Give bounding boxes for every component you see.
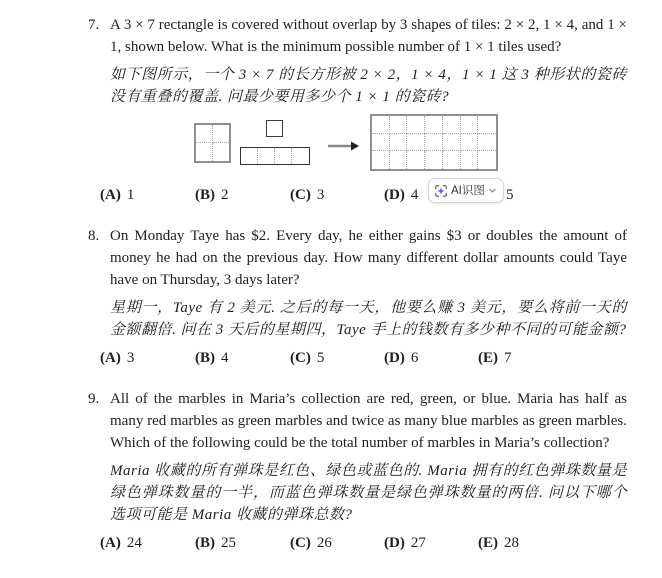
choice-label: (D) <box>384 535 405 551</box>
choice-value: 3 <box>126 350 135 366</box>
choice-value: 24 <box>126 535 142 551</box>
problem-number: 7. <box>88 17 100 33</box>
answer-choices <box>100 184 627 206</box>
choice-b <box>195 347 229 369</box>
problem-8 <box>88 225 627 369</box>
grid-cell <box>407 134 425 152</box>
choice-value: 28 <box>504 535 519 551</box>
grid-cell <box>425 151 443 169</box>
choice-label: (A) <box>100 535 121 551</box>
problem-text-zh: 星期一，Taye 有 2 美元. 之后的每一天，他要么赚 3 美元，要么将前一天的金额翻倍. 问在 3 天后的星期四，Taye 手上的钱数有多少种不同的可能金额? <box>110 300 627 338</box>
choice-e-value: 5 <box>506 187 514 203</box>
choice-d <box>384 532 426 554</box>
grid-cell <box>213 143 230 161</box>
problem-text-en: On Monday Taye has $2. Every day, he either gains $3 or doubles the amount of money he had on the previous day. How many different dollar amounts could Taye have on Thursday, 3 days later? <box>110 228 627 288</box>
grid-cell <box>478 151 496 169</box>
choice-d <box>384 184 418 206</box>
target-3x7-grid <box>370 114 498 171</box>
choice-a <box>100 184 134 206</box>
grid-cell <box>407 116 425 134</box>
grid-cell <box>372 151 390 169</box>
choice-c <box>290 184 324 206</box>
choice-c <box>290 532 332 554</box>
problem-text-en: A 3 × 7 rectangle is covered without overlap by 3 shapes of tiles: 2 × 2, 1 × 4, and 1 × 1, shown below. What is the minimum possible number of 1 × 1 tiles used? <box>110 17 627 55</box>
grid-cell <box>407 151 425 169</box>
choice-b <box>195 532 236 554</box>
tile-1x1 <box>266 120 283 137</box>
choice-value: 25 <box>221 535 236 551</box>
grid-cell <box>196 125 213 143</box>
grid-cell <box>213 125 230 143</box>
grid-cell <box>292 148 309 164</box>
problem-number: 9. <box>88 391 100 407</box>
choice-label: (B) <box>195 535 215 551</box>
choice-e <box>478 532 519 554</box>
choice-value: 6 <box>410 350 419 366</box>
choice-label: (A) <box>100 187 121 203</box>
chevron-down-icon <box>488 186 497 195</box>
problem-text-en: All of the marbles in Maria’s collection are red, green, or blue. Maria has half as many red marbles as green marbles and twice as many blue marbles as green marbles. Which of the following could be the total number of marbles in Maria’s collection? <box>110 391 627 451</box>
grid-cell <box>443 116 461 134</box>
ai-button-label: AI识图 <box>451 184 485 197</box>
grid-cell <box>372 116 390 134</box>
grid-cell <box>478 134 496 152</box>
choice-value: 3 <box>316 187 325 203</box>
grid-cell <box>443 134 461 152</box>
choice-value: 4 <box>221 350 229 366</box>
choice-a <box>100 347 134 369</box>
tiling-figure <box>110 114 627 172</box>
tile-2x2 <box>194 123 231 163</box>
right-arrow-icon <box>328 136 360 158</box>
choice-value: 7 <box>504 350 512 366</box>
choice-label: (D) <box>384 350 405 366</box>
choice-label: (E) <box>478 350 498 366</box>
choice-b <box>195 184 229 206</box>
problem-number: 8. <box>88 228 100 244</box>
problem-7 <box>88 14 627 206</box>
grid-cell <box>461 151 479 169</box>
choice-value: 27 <box>410 535 426 551</box>
problem-text-zh: Maria 收藏的所有弹珠是红色、绿色或蓝色的. Maria 拥有的红色弹珠数量是绿色弹珠数量的一半，而蓝色弹珠数量是绿色弹珠数量的两倍. 问以下哪个选项可能是 Maria 收藏的弹珠总数? <box>110 463 627 523</box>
grid-cell <box>390 116 408 134</box>
grid-cell <box>267 121 282 136</box>
choice-label: (B) <box>195 350 215 366</box>
grid-cell <box>390 151 408 169</box>
grid-cell <box>372 134 390 152</box>
choice-label: (C) <box>290 187 311 203</box>
choice-value: 4 <box>410 187 419 203</box>
choice-value: 26 <box>316 535 332 551</box>
choice-value: 5 <box>316 350 325 366</box>
grid-cell <box>461 116 479 134</box>
answer-choices <box>100 532 627 554</box>
choice-label: (A) <box>100 350 121 366</box>
grid-cell <box>461 134 479 152</box>
tile-1x4 <box>240 147 310 165</box>
choice-label: (D) <box>384 187 405 203</box>
answer-choices <box>100 347 627 369</box>
choice-e <box>478 347 512 369</box>
grid-cell <box>241 148 258 164</box>
choice-label: (E) <box>478 535 498 551</box>
grid-cell <box>258 148 275 164</box>
problem-9 <box>88 388 627 554</box>
grid-cell <box>425 116 443 134</box>
choice-value: 1 <box>126 187 135 203</box>
grid-cell <box>443 151 461 169</box>
ai-image-recognition-button[interactable] <box>428 178 504 203</box>
grid-cell <box>425 134 443 152</box>
choice-d <box>384 347 418 369</box>
choice-a <box>100 532 142 554</box>
problem-text-zh: 如下图所示，一个 3 × 7 的长方形被 2 × 2，1 × 4，1 × 1 这 3 种形状的瓷砖没有重叠的覆盖. 问最少要用多少个 1 × 1 的瓷砖? <box>110 67 627 105</box>
choice-value: 2 <box>221 187 229 203</box>
choice-label: (C) <box>290 535 311 551</box>
grid-cell <box>390 134 408 152</box>
grid-cell <box>196 143 213 161</box>
scan-sparkle-icon <box>434 184 448 198</box>
grid-cell <box>478 116 496 134</box>
grid-cell <box>275 148 292 164</box>
choice-label: (C) <box>290 350 311 366</box>
choice-label: (B) <box>195 187 215 203</box>
choice-c <box>290 347 324 369</box>
